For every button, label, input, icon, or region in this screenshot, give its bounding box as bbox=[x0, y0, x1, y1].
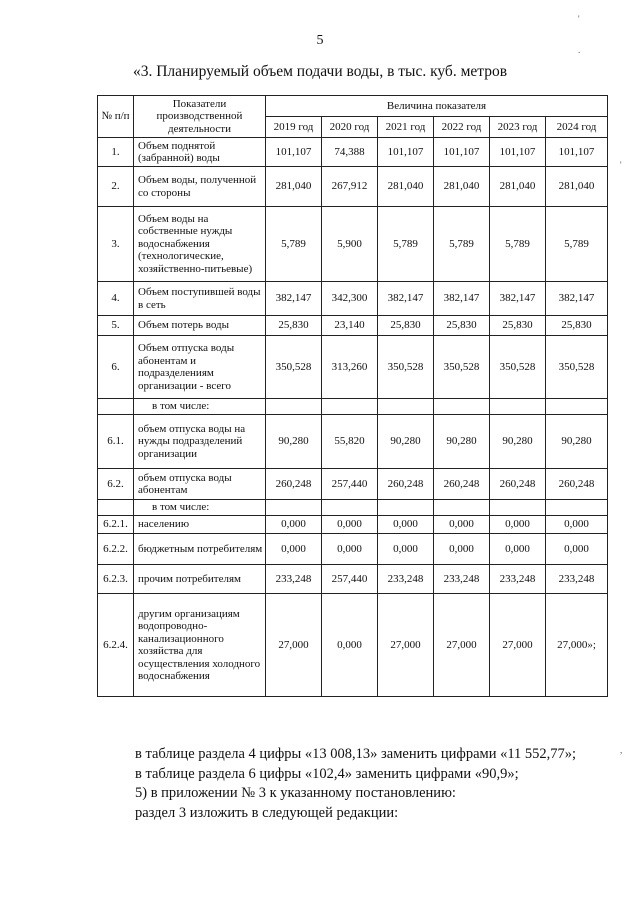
table-row bbox=[98, 282, 608, 316]
header-year: 2022 год bbox=[434, 117, 490, 138]
value-cell: 101,107 bbox=[546, 138, 608, 167]
value-cell: 382,147 bbox=[434, 282, 490, 316]
table-row bbox=[98, 415, 608, 469]
value-cell: 281,040 bbox=[378, 167, 434, 207]
table-row bbox=[98, 207, 608, 282]
row-num: 2. bbox=[98, 167, 134, 207]
header-year: 2019 год bbox=[266, 117, 322, 138]
value-cell: 5,789 bbox=[266, 207, 322, 282]
row-label: Объем отпуска воды абонентам и подразделениям организации - всего bbox=[134, 336, 266, 399]
value-cell: 267,912 bbox=[322, 167, 378, 207]
value-cell: 233,248 bbox=[378, 565, 434, 594]
value-cell: 0,000 bbox=[322, 594, 378, 697]
value-cell bbox=[266, 399, 322, 415]
value-cell: 0,000 bbox=[378, 516, 434, 534]
value-cell: 25,830 bbox=[378, 316, 434, 336]
value-cell: 382,147 bbox=[490, 282, 546, 316]
row-label: Объем поступившей воды в сеть bbox=[134, 282, 266, 316]
row-label: Объем потерь воды bbox=[134, 316, 266, 336]
value-cell: 90,280 bbox=[490, 415, 546, 469]
value-cell bbox=[322, 399, 378, 415]
row-num: 6.2.3. bbox=[98, 565, 134, 594]
scan-mark: ' bbox=[620, 160, 622, 170]
value-cell: 25,830 bbox=[546, 316, 608, 336]
row-label: населению bbox=[134, 516, 266, 534]
value-cell: 281,040 bbox=[490, 167, 546, 207]
value-cell: 74,388 bbox=[322, 138, 378, 167]
value-cell: 27,000 bbox=[434, 594, 490, 697]
value-cell: 313,260 bbox=[322, 336, 378, 399]
water-supply-table bbox=[97, 95, 608, 697]
row-num: 6.1. bbox=[98, 415, 134, 469]
row-label: бюджетным потребителям bbox=[134, 534, 266, 565]
value-cell bbox=[434, 500, 490, 516]
value-cell: 233,248 bbox=[490, 565, 546, 594]
value-cell: 0,000 bbox=[490, 534, 546, 565]
row-num: 6.2.4. bbox=[98, 594, 134, 697]
value-cell: 350,528 bbox=[490, 336, 546, 399]
value-cell: 0,000 bbox=[434, 534, 490, 565]
value-cell: 25,830 bbox=[434, 316, 490, 336]
value-cell: 260,248 bbox=[546, 469, 608, 500]
value-cell: 0,000 bbox=[490, 516, 546, 534]
row-label: объем отпуска воды на нужды подразделений организации bbox=[134, 415, 266, 469]
value-cell: 0,000 bbox=[322, 534, 378, 565]
scan-mark: , bbox=[620, 745, 623, 755]
value-cell: 5,789 bbox=[434, 207, 490, 282]
value-cell: 90,280 bbox=[378, 415, 434, 469]
row-num: 6.2. bbox=[98, 469, 134, 500]
value-cell: 382,147 bbox=[266, 282, 322, 316]
row-num bbox=[98, 500, 134, 516]
value-cell: 27,000 bbox=[378, 594, 434, 697]
table-row bbox=[98, 316, 608, 336]
row-num bbox=[98, 399, 134, 415]
value-cell bbox=[378, 500, 434, 516]
value-cell: 382,147 bbox=[546, 282, 608, 316]
value-cell: 5,789 bbox=[490, 207, 546, 282]
value-cell: 0,000 bbox=[322, 516, 378, 534]
value-cell: 5,789 bbox=[546, 207, 608, 282]
body-line: в таблице раздела 6 цифры «102,4» заменить цифрами «90,9»; bbox=[135, 765, 519, 782]
table-row bbox=[98, 336, 608, 399]
header-num: № п/п bbox=[98, 96, 134, 138]
row-num: 3. bbox=[98, 207, 134, 282]
value-cell: 350,528 bbox=[434, 336, 490, 399]
value-cell: 350,528 bbox=[266, 336, 322, 399]
table-row bbox=[98, 138, 608, 167]
value-cell: 0,000 bbox=[266, 516, 322, 534]
value-cell: 342,300 bbox=[322, 282, 378, 316]
table-row bbox=[98, 500, 608, 516]
row-num: 6.2.1. bbox=[98, 516, 134, 534]
value-cell: 281,040 bbox=[546, 167, 608, 207]
value-cell: 233,248 bbox=[266, 565, 322, 594]
value-cell bbox=[266, 500, 322, 516]
row-label: прочим потребителям bbox=[134, 565, 266, 594]
table-row bbox=[98, 167, 608, 207]
value-cell: 27,000 bbox=[266, 594, 322, 697]
value-cell: 25,830 bbox=[490, 316, 546, 336]
value-cell: 101,107 bbox=[266, 138, 322, 167]
row-num: 5. bbox=[98, 316, 134, 336]
value-cell: 90,280 bbox=[546, 415, 608, 469]
value-cell: 0,000 bbox=[434, 516, 490, 534]
value-cell: 0,000 bbox=[266, 534, 322, 565]
scan-mark: . bbox=[578, 45, 581, 55]
row-num: 6.2.2. bbox=[98, 534, 134, 565]
value-cell: 5,789 bbox=[378, 207, 434, 282]
page-number: 5 bbox=[316, 33, 324, 48]
value-cell bbox=[490, 500, 546, 516]
row-label: в том числе: bbox=[134, 500, 266, 516]
section-title: «3. Планируемый объем подачи воды, в тыс. куб. метров bbox=[132, 63, 508, 80]
value-cell bbox=[490, 399, 546, 415]
header-year: 2020 год bbox=[322, 117, 378, 138]
value-cell: 55,820 bbox=[322, 415, 378, 469]
body-line: 5) в приложении № 3 к указанному постановлению: bbox=[135, 785, 456, 801]
value-cell: 90,280 bbox=[266, 415, 322, 469]
value-cell: 260,248 bbox=[378, 469, 434, 500]
value-cell bbox=[322, 500, 378, 516]
table-row bbox=[98, 594, 608, 697]
row-label: другим организациям водопроводно-канализационного хозяйства для осуществления холодного водоснабжения bbox=[134, 594, 266, 697]
row-label: Объем воды, полученной со стороны bbox=[134, 167, 266, 207]
table-row bbox=[98, 534, 608, 565]
value-cell: 101,107 bbox=[434, 138, 490, 167]
value-cell bbox=[378, 399, 434, 415]
row-label: объем отпуска воды абонентам bbox=[134, 469, 266, 500]
value-cell: 90,280 bbox=[434, 415, 490, 469]
body-text bbox=[135, 745, 576, 823]
value-cell: 350,528 bbox=[546, 336, 608, 399]
table-row bbox=[98, 516, 608, 534]
value-cell: 101,107 bbox=[490, 138, 546, 167]
value-cell: 382,147 bbox=[378, 282, 434, 316]
value-cell: 281,040 bbox=[266, 167, 322, 207]
header-year: 2023 год bbox=[490, 117, 546, 138]
row-num: 4. bbox=[98, 282, 134, 316]
row-num: 1. bbox=[98, 138, 134, 167]
value-cell: 27,000 bbox=[490, 594, 546, 697]
value-cell: 101,107 bbox=[378, 138, 434, 167]
value-cell: 281,040 bbox=[434, 167, 490, 207]
body-line: в таблице раздела 4 цифры «13 008,13» заменить цифрами «11 552,77»; bbox=[135, 746, 577, 762]
value-cell bbox=[546, 399, 608, 415]
row-label: Объем воды на собственные нужды водоснабжения (технологические, хозяйственно-питьевые) bbox=[134, 207, 266, 282]
value-cell bbox=[434, 399, 490, 415]
value-cell bbox=[546, 500, 608, 516]
table-row bbox=[98, 565, 608, 594]
value-cell: 25,830 bbox=[266, 316, 322, 336]
value-cell: 260,248 bbox=[434, 469, 490, 500]
value-cell: 23,140 bbox=[322, 316, 378, 336]
body-line: раздел 3 изложить в следующей редакции: bbox=[135, 804, 399, 821]
header-indicator: Показатели производственной деятельности bbox=[134, 96, 266, 138]
row-label: в том числе: bbox=[134, 399, 266, 415]
value-cell: 5,900 bbox=[322, 207, 378, 282]
value-cell: 233,248 bbox=[546, 565, 608, 594]
header-year: 2021 год bbox=[378, 117, 434, 138]
value-cell: 0,000 bbox=[546, 516, 608, 534]
table-row bbox=[98, 469, 608, 500]
value-cell: 350,528 bbox=[378, 336, 434, 399]
scan-mark: ' bbox=[578, 14, 580, 24]
value-cell: 260,248 bbox=[266, 469, 322, 500]
value-cell: 260,248 bbox=[490, 469, 546, 500]
value-cell: 27,000»; bbox=[546, 594, 608, 697]
value-cell: 257,440 bbox=[322, 469, 378, 500]
header-year: 2024 год bbox=[546, 117, 608, 138]
value-cell: 257,440 bbox=[322, 565, 378, 594]
value-cell: 233,248 bbox=[434, 565, 490, 594]
row-num: 6. bbox=[98, 336, 134, 399]
value-cell: 0,000 bbox=[546, 534, 608, 565]
value-cell: 0,000 bbox=[378, 534, 434, 565]
row-label: Объем поднятой (забранной) воды bbox=[134, 138, 266, 167]
table-row bbox=[98, 399, 608, 415]
header-value-group: Величина показателя bbox=[266, 96, 608, 117]
